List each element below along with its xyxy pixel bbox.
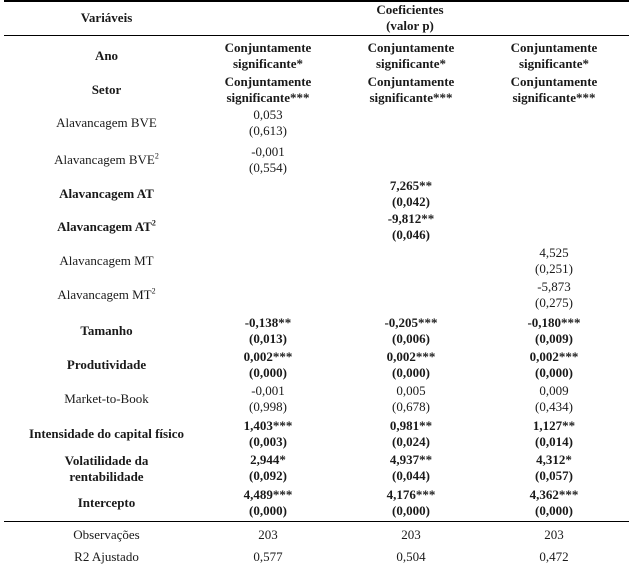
coefficient-cell: 1,403***: [243, 418, 293, 433]
pvalue-cell: (0,000): [535, 503, 573, 518]
pvalue-cell: significante***: [226, 90, 310, 105]
coefficient-cell: 0,005: [396, 383, 426, 398]
row-label: Intensidade do capital físico: [29, 426, 184, 441]
coefficient-cell: -0,205***: [384, 315, 438, 330]
pvalue-cell: (0,046): [392, 227, 430, 242]
row-label: Alavancagem MT: [59, 253, 154, 268]
footer-label: Observações: [73, 527, 140, 542]
coefficient-cell: -0,138**: [244, 315, 292, 330]
coefficient-cell: -5,873: [537, 279, 571, 294]
pvalue-cell: significante*: [518, 56, 590, 71]
pvalue-cell: (0,057): [535, 468, 573, 483]
row-label: Setor: [91, 82, 122, 97]
footer-value: 0,472: [539, 549, 569, 564]
coefficient-cell: Conjuntamente: [224, 40, 312, 55]
coefficient-cell: 0,002***: [529, 349, 579, 364]
coefficient-cell: -0,001: [251, 383, 285, 398]
footer-rule: [4, 521, 629, 522]
coefficient-cell: 0,002***: [243, 349, 293, 364]
pvalue-cell: significante*: [375, 56, 447, 71]
coefficient-cell: Conjuntamente: [367, 40, 455, 55]
row-label: Market-to-Book: [64, 391, 149, 406]
footer-value: 203: [258, 527, 278, 542]
pvalue-cell: (0,678): [392, 399, 430, 414]
pvalue-cell: (0,006): [392, 331, 430, 346]
footer-value: 0,504: [396, 549, 426, 564]
coefficient-cell: Conjuntamente: [510, 74, 598, 89]
row-label: Tamanho: [80, 323, 133, 338]
coefficient-cell: Conjuntamente: [510, 40, 598, 55]
row-label: Alavancagem BVE$^2$: [54, 151, 159, 167]
pvalue-cell: (0,003): [249, 434, 287, 449]
pvalue-cell: significante***: [512, 90, 596, 105]
pvalue-cell: (0,013): [249, 331, 287, 346]
footer-value: 203: [544, 527, 564, 542]
pvalue-cell: (0,014): [535, 434, 573, 449]
pvalue-cell: significante***: [369, 90, 453, 105]
row-label: Volatilidade da rentabilidade: [4, 453, 209, 485]
coefficient-cell: 4,176***: [386, 487, 436, 502]
coefficient-cell: -0,180***: [527, 315, 581, 330]
pvalue-cell: (0,000): [535, 365, 573, 380]
row-label-superscript: 2: [151, 286, 156, 296]
row-label: Intercepto: [77, 495, 136, 510]
coefficient-cell: 1,127**: [532, 418, 576, 433]
pvalue-cell: (0,434): [535, 399, 573, 414]
header-coefficients-sub: (valor p): [386, 18, 434, 33]
pvalue-cell: (0,024): [392, 434, 430, 449]
coefficient-cell: 7,265**: [389, 178, 433, 193]
pvalue-cell: (0,000): [392, 503, 430, 518]
pvalue-cell: (0,251): [535, 261, 573, 276]
coefficient-cell: 2,944*: [250, 452, 286, 467]
footer-label: R2 Ajustado: [74, 549, 139, 564]
coefficient-cell: -0,001: [251, 144, 285, 159]
row-label: Alavancagem $MT^2$: [57, 286, 156, 302]
coefficient-cell: 4,312*: [536, 452, 572, 467]
coefficient-cell: 0,053: [253, 107, 283, 122]
coefficient-cell: 0,981**: [389, 418, 433, 433]
coefficient-cell: -9,812**: [387, 211, 435, 226]
header-coefficients: Coeficientes: [376, 2, 444, 17]
pvalue-cell: (0,275): [535, 295, 573, 310]
row-label-line2: rentabilidade: [69, 469, 144, 484]
coefficient-cell: 0,009: [539, 383, 569, 398]
footer-value: 203: [401, 527, 421, 542]
pvalue-cell: (0,092): [249, 468, 287, 483]
coefficient-cell: 4,937**: [389, 452, 433, 467]
coefficient-cell: Conjuntamente: [224, 74, 312, 89]
row-label: Ano: [94, 48, 119, 63]
pvalue-cell: (0,998): [249, 399, 287, 414]
footer-value: 0,577: [253, 549, 283, 564]
pvalue-cell: (0,613): [249, 123, 287, 138]
pvalue-cell: (0,554): [249, 160, 287, 175]
header-variables: Variáveis: [80, 10, 133, 25]
pvalue-cell: significante*: [232, 56, 304, 71]
pvalue-cell: (0,009): [535, 331, 573, 346]
coefficient-cell: 4,525: [539, 245, 569, 260]
coefficient-cell: 4,489***: [243, 487, 293, 502]
header-rule: [4, 35, 629, 36]
row-label-superscript: 2: [154, 151, 159, 161]
pvalue-cell: (0,000): [392, 365, 430, 380]
row-label: Alavancagem BVE: [56, 115, 157, 130]
row-label: Produtividade: [66, 357, 147, 372]
coefficient-cell: 4,362***: [529, 487, 579, 502]
row-label: Alavancagem $AT^2$: [57, 218, 156, 234]
coefficient-cell: 0,002***: [386, 349, 436, 364]
row-label: Alavancagem AT: [59, 186, 154, 201]
pvalue-cell: (0,042): [392, 194, 430, 209]
pvalue-cell: (0,000): [249, 365, 287, 380]
pvalue-cell: (0,044): [392, 468, 430, 483]
pvalue-cell: (0,000): [249, 503, 287, 518]
coefficient-cell: Conjuntamente: [367, 74, 455, 89]
row-label-superscript: 2: [151, 218, 156, 228]
